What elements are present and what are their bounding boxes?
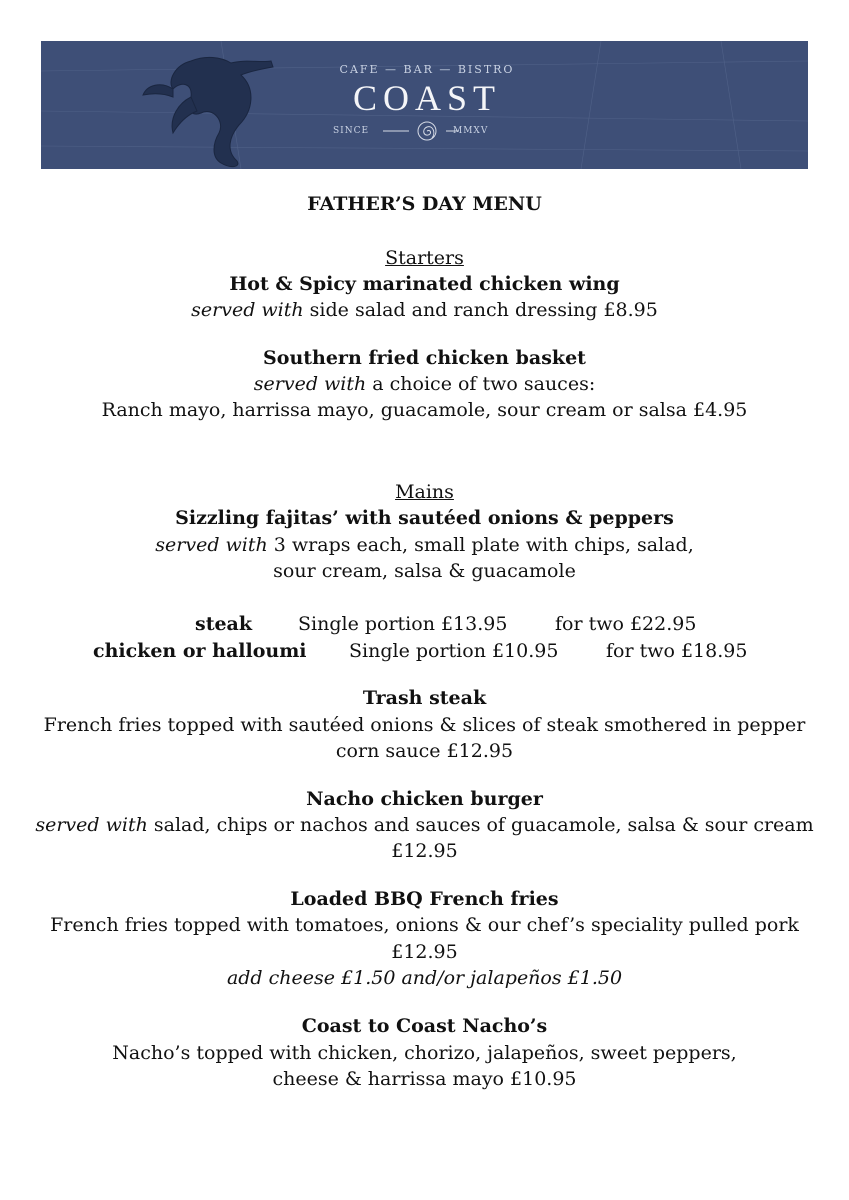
bbq-fries-desc-1: French fries topped with tomatoes, onions & our chef’s speciality pulled pork [50,914,799,936]
logo-year: MMXV [453,126,489,136]
chicken-two-price: for two £18.95 [606,640,748,662]
coast-nachos-desc-1: Nacho’s topped with chicken, chorizo, jalapeños, sweet peppers, [112,1042,737,1064]
trash-steak-name: Trash steak [362,687,487,709]
nacho-burger-desc-text: salad, chips or nachos and sauces of guacamole, salsa & sour cream [147,814,814,836]
nacho-burger-desc-2: £12.95 [391,840,458,862]
starter-2-desc [0,371,849,397]
coast-nachos-desc-2: cheese & harrissa mayo £10.95 [272,1068,577,1090]
coast-nachos-name: Coast to Coast Nacho’s [301,1015,548,1037]
fajitas-desc-text: 3 wraps each, small plate with chips, salad, [267,534,694,556]
trash-steak-desc-2: corn sauce £12.95 [335,740,514,762]
starter-1-desc [0,297,849,323]
chicken-label: chicken or halloumi [93,640,307,662]
menu-title: FATHER’S DAY MENU [307,193,542,215]
served-with-label: served with [253,373,367,395]
fajitas-desc-2: sour cream, salsa & guacamole [273,560,576,582]
logo-wordmark: COAST [352,78,502,118]
bbq-fries-desc-2: £12.95 [391,941,458,963]
steak-two-price: for two £22.95 [555,613,697,635]
mains-heading: Mains [395,481,454,503]
fajitas-name: Sizzling fajitas’ with sautéed onions & peppers [175,507,674,529]
nacho-burger-desc-1 [0,812,849,838]
starter-2-desc-text: a choice of two sauces: [366,373,596,395]
header-banner [41,41,808,169]
starters-heading: Starters [385,247,464,269]
nacho-burger-name: Nacho chicken burger [306,788,543,810]
bbq-fries-name: Loaded BBQ French fries [290,888,559,910]
steak-label: steak [195,613,253,635]
starter-2-sauces: Ranch mayo, harrissa mayo, guacamole, sour cream or salsa £4.95 [101,399,748,421]
logo-since: SINCE [333,126,370,136]
served-with-label: served with [155,534,268,556]
served-with-label: served with [35,814,148,836]
trash-steak-desc-1: French fries topped with sautéed onions & slices of steak smothered in pepper [43,714,806,736]
starter-2-name: Southern fried chicken basket [263,347,586,369]
bbq-fries-addon: add cheese £1.50 and/or jalapeños £1.50 [226,967,623,989]
steak-single-price: Single portion £13.95 [298,613,508,635]
chicken-single-price: Single portion £10.95 [349,640,559,662]
logo-tagline: CAFE — BAR — BISTRO [339,63,515,76]
starter-1-desc-text: side salad and ranch dressing £8.95 [303,299,658,321]
fajitas-desc-1 [0,532,849,558]
served-with-label: served with [191,299,304,321]
starter-1-name: Hot & Spicy marinated chicken wing [229,273,620,295]
